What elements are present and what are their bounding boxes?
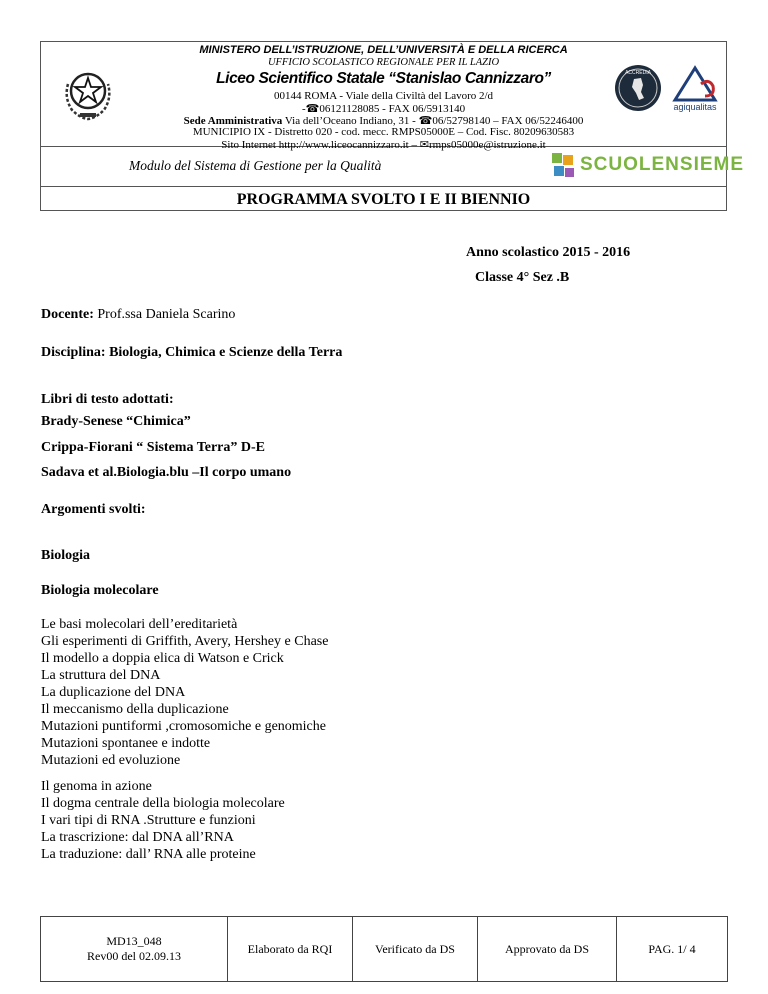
- textbook-item: Sadava et al.Biologia.blu –Il corpo umano: [41, 465, 292, 480]
- ufficio-line: UFFICIO SCOLASTICO REGIONALE PER IL LAZIO: [267, 57, 500, 68]
- scuolinsieme-logo: [548, 149, 745, 183]
- school-name: Liceo Scientifico Statale “Stanislao Cannizzaro”: [216, 70, 551, 87]
- school-year: Anno scolastico 2015 - 2016: [466, 245, 631, 260]
- list-item: La trascrizione: dal DNA all’RNA: [41, 830, 234, 845]
- scuolinsieme-text: SCUOLENSIEME: [580, 154, 745, 175]
- list-item: Mutazioni ed evoluzione: [41, 753, 181, 768]
- list-item: La duplicazione del DNA: [41, 685, 186, 700]
- quality-module-label: Modulo del Sistema di Gestione per la Qualità: [129, 158, 382, 173]
- accredia-logo: [615, 65, 661, 111]
- list-item: Il genoma in azione: [41, 779, 152, 794]
- subsection-heading: Biologia molecolare: [41, 583, 159, 598]
- header-title-row: [41, 186, 726, 212]
- agiqualitas-mark-icon: [667, 64, 723, 104]
- accredia-seal-icon: [615, 65, 661, 111]
- website-line: Sito Internet http://www.liceocannizzaro.it – ✉rmps05000e@istruzione.it: [221, 139, 546, 151]
- list-item: Il dogma centrale della biologia molecolare: [41, 796, 285, 811]
- agiqualitas-text: agiqualitas: [673, 102, 717, 112]
- ministero-line: MINISTERO DELL’ISTRUZIONE, DELL’UNIVERSITÀ E DELLA RICERCA: [199, 44, 568, 56]
- topics-label: Argomenti svolti:: [41, 502, 146, 517]
- subject-line: Disciplina: Biologia, Chimica e Scienze della Terra: [41, 345, 343, 360]
- textbook-item: Brady-Senese “Chimica”: [41, 414, 191, 429]
- puzzle-icon: [548, 149, 578, 183]
- doc-code: MD13_048: [106, 934, 162, 948]
- list-item: Mutazioni puntiformi ,cromosomiche e genomiche: [41, 719, 326, 734]
- list-item: Il modello a doppia elica di Watson e Crick: [41, 651, 284, 666]
- footer-elaborato: Elaborato da RQI: [247, 941, 333, 956]
- sede-line: Sede Amministrativa Via dell’Oceano Indiano, 31 - ☎06/52798140 – FAX 06/52246400: [183, 115, 584, 127]
- phone-icon: ☎: [418, 115, 433, 127]
- header-institution: [41, 42, 726, 151]
- list-item: I vari tipi di RNA .Strutture e funzioni: [41, 813, 256, 828]
- section-heading: Biologia: [41, 548, 91, 563]
- topic-list-1: [41, 616, 328, 769]
- header-quality-module: [41, 146, 745, 187]
- textbooks-label: Libri di testo adottati:: [41, 392, 174, 407]
- list-item: La traduzione: dall’ RNA alle proteine: [41, 847, 256, 862]
- municipio-line: MUNICIPIO IX - Distretto 020 - cod. mecc. RMPS05000E – Cod. Fisc. 80209630583: [192, 126, 575, 138]
- footer-verificato: Verificato da DS: [375, 941, 455, 956]
- list-item: Gli esperimenti di Griffith, Avery, Hershey e Chase: [41, 634, 329, 649]
- document-footer: [40, 916, 728, 982]
- list-item: Mutazioni spontanee e indotte: [41, 736, 211, 751]
- mail-icon: ✉: [419, 139, 429, 151]
- page-number: PAG. 1/ 4: [648, 941, 696, 956]
- address-line: 00144 ROMA - Viale della Civiltà del Lavoro 2/d: [273, 90, 494, 102]
- class-section: Classe 4° Sez .B: [475, 270, 570, 285]
- list-item: Il meccanismo della duplicazione: [41, 702, 229, 717]
- topic-list-2: [41, 778, 285, 863]
- list-item: La struttura del DNA: [41, 668, 161, 683]
- accredia-text: ACCREDIA: [625, 70, 651, 76]
- footer-approvato: Approvato da DS: [505, 941, 589, 956]
- list-item: Le basi molecolari dell’ereditarietà: [41, 617, 238, 632]
- document-header: [40, 41, 745, 211]
- footer-code-cell: [41, 917, 227, 981]
- textbook-item: Crippa-Fiorani “ Sistema Terra” D-E: [41, 440, 265, 455]
- doc-revision: Rev00 del 02.09.13: [87, 949, 181, 963]
- teacher-line: Docente: Prof.ssa Daniela Scarino: [41, 307, 236, 322]
- agiqualitas-logo: [667, 64, 723, 124]
- phone-line: -☎06121128085 - FAX 06/5913140: [301, 103, 466, 115]
- phone-icon: ☎: [305, 103, 320, 115]
- page-title: PROGRAMMA SVOLTO I E II BIENNIO: [236, 191, 531, 208]
